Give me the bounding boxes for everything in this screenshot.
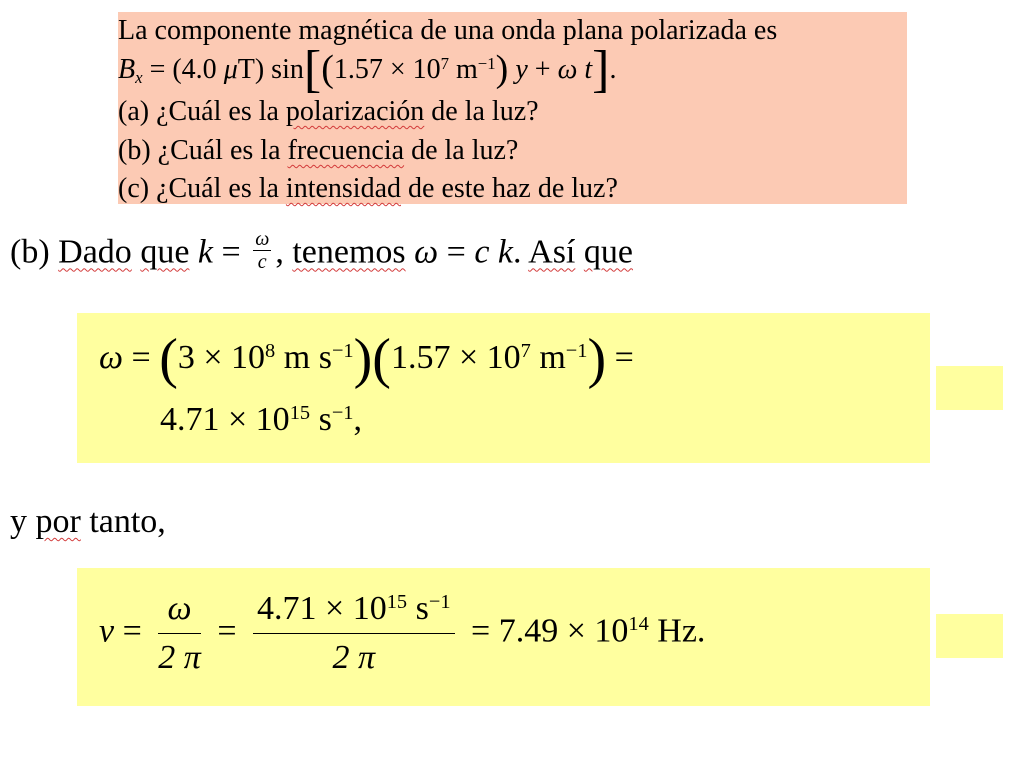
wavenumber-exp: 7 xyxy=(520,339,531,362)
side-highlight-1 xyxy=(936,366,1003,410)
unit-m: m xyxy=(449,54,478,85)
frac2-numerator xyxy=(253,585,455,634)
equals: = xyxy=(123,339,160,376)
qa-suffix: de la luz? xyxy=(424,96,539,127)
paren-close-1: ) xyxy=(353,328,373,390)
close-paren: ) xyxy=(495,48,509,90)
frac1-denominator: 2 π xyxy=(158,639,201,676)
equals-2: = xyxy=(438,233,475,271)
paren-close-2: ) xyxy=(587,328,607,390)
part-b-label: (b) xyxy=(10,233,59,271)
speed-exp: 8 xyxy=(265,339,276,362)
problem-statement-box xyxy=(118,12,907,204)
word-y: y xyxy=(10,503,36,540)
question-b xyxy=(118,135,518,167)
frac2-num-exp: 15 xyxy=(386,590,408,613)
frac-numerator: ω xyxy=(255,228,270,250)
frac2-num-unit: s xyxy=(407,590,429,627)
frac2-num-value: 4.71 × 10 xyxy=(257,590,387,627)
omega-var: ω xyxy=(405,233,439,271)
wavenumber-coeff: 1.57 × 10 xyxy=(333,54,441,85)
omega-calculation-box xyxy=(77,313,930,463)
open-paren: ( xyxy=(321,48,334,90)
c-var: c xyxy=(474,233,490,271)
k-var-2: k xyxy=(489,233,514,271)
frac2-num-unit-exp: −1 xyxy=(428,590,451,613)
frequency-result: = 7.49 × 10 xyxy=(462,612,629,650)
t-var: t xyxy=(577,54,593,85)
question-c xyxy=(118,173,618,205)
omega-var: ω xyxy=(557,54,578,85)
problem-line-1: La componente magnética de una onda plana polarizada es xyxy=(118,15,778,46)
frac-denominator: c xyxy=(257,251,267,273)
word-que: que xyxy=(140,233,190,271)
omega-result-unit-exp: −1 xyxy=(331,401,354,424)
period: . xyxy=(513,233,529,271)
omega-result-unit: s xyxy=(310,401,332,438)
close-bracket: ] xyxy=(592,41,610,98)
y-por-tanto-line xyxy=(10,503,166,541)
wavenumber-unit: m xyxy=(530,339,566,376)
qb-prefix: (b) ¿Cuál es la xyxy=(118,135,288,166)
comma: , xyxy=(353,401,363,438)
question-a xyxy=(118,96,539,128)
frequency-unit: Hz. xyxy=(648,612,706,650)
omega-result: 4.71 × 10 xyxy=(160,401,290,438)
word-que-2: que xyxy=(583,233,633,271)
problem-equation xyxy=(118,41,617,98)
paren-open-2: ( xyxy=(372,328,391,390)
equals-1: = xyxy=(114,612,151,650)
equals: = xyxy=(213,233,250,271)
frequency-calculation-box xyxy=(77,568,930,706)
wavenumber-exp: 7 xyxy=(440,53,450,73)
space-2 xyxy=(575,233,584,270)
side-highlight-2 xyxy=(936,614,1003,658)
word-tanto: tanto, xyxy=(80,503,166,540)
qc-prefix: (c) ¿Cuál es la xyxy=(118,173,286,204)
omega-result-exp: 15 xyxy=(289,401,311,424)
unit-m-exp: −1 xyxy=(477,53,496,73)
omega-over-2pi-fraction xyxy=(158,585,201,682)
plus-sign: + xyxy=(527,54,558,85)
qa-prefix: (a) ¿Cuál es la xyxy=(118,96,286,127)
frac1-numerator: ω xyxy=(158,585,201,634)
k-var: k xyxy=(189,233,213,271)
unit-tesla-sin: T) sin xyxy=(237,54,304,85)
mu-symbol: μ xyxy=(223,54,238,85)
omega-symbol: ω xyxy=(99,339,124,376)
b-subscript: x xyxy=(135,68,143,88)
equals-2: = xyxy=(208,612,246,650)
nu-symbol: ν xyxy=(99,612,115,650)
word-dado: Dado xyxy=(58,233,132,271)
qc-word: intensidad xyxy=(285,173,402,204)
qa-word: polarización xyxy=(285,96,425,127)
eq-period: . xyxy=(609,54,617,85)
comma: , xyxy=(275,233,293,271)
speed-of-light: 3 × 10 xyxy=(177,339,266,376)
qb-word: frecuencia xyxy=(287,135,405,166)
b-symbol: B xyxy=(118,54,136,85)
wavenumber-unit-exp: −1 xyxy=(565,339,588,362)
omega-equation-line-2 xyxy=(160,401,362,439)
equals-end: = xyxy=(606,339,634,376)
qb-suffix: de la luz? xyxy=(404,135,519,166)
frac2-denominator: 2 π xyxy=(332,639,376,676)
paren-open-1: ( xyxy=(159,328,178,390)
speed-unit: m s xyxy=(275,339,332,376)
word-por: por xyxy=(35,503,81,540)
speed-unit-exp: −1 xyxy=(331,339,354,362)
part-b-intro xyxy=(10,228,633,277)
y-var: y xyxy=(508,54,528,85)
open-bracket: [ xyxy=(303,41,322,98)
qc-suffix: de este haz de luz? xyxy=(401,173,618,204)
omega-over-c-fraction xyxy=(253,228,271,273)
word-asi: Así xyxy=(528,233,576,271)
wavenumber: 1.57 × 10 xyxy=(390,339,521,376)
eq-amplitude: = (4.0 xyxy=(142,54,224,85)
value-over-2pi-fraction xyxy=(253,585,455,682)
word-tenemos: tenemos xyxy=(292,233,406,271)
omega-equation-line-1 xyxy=(99,328,634,390)
frequency-equation xyxy=(99,585,705,682)
frequency-exp: 14 xyxy=(628,613,649,636)
